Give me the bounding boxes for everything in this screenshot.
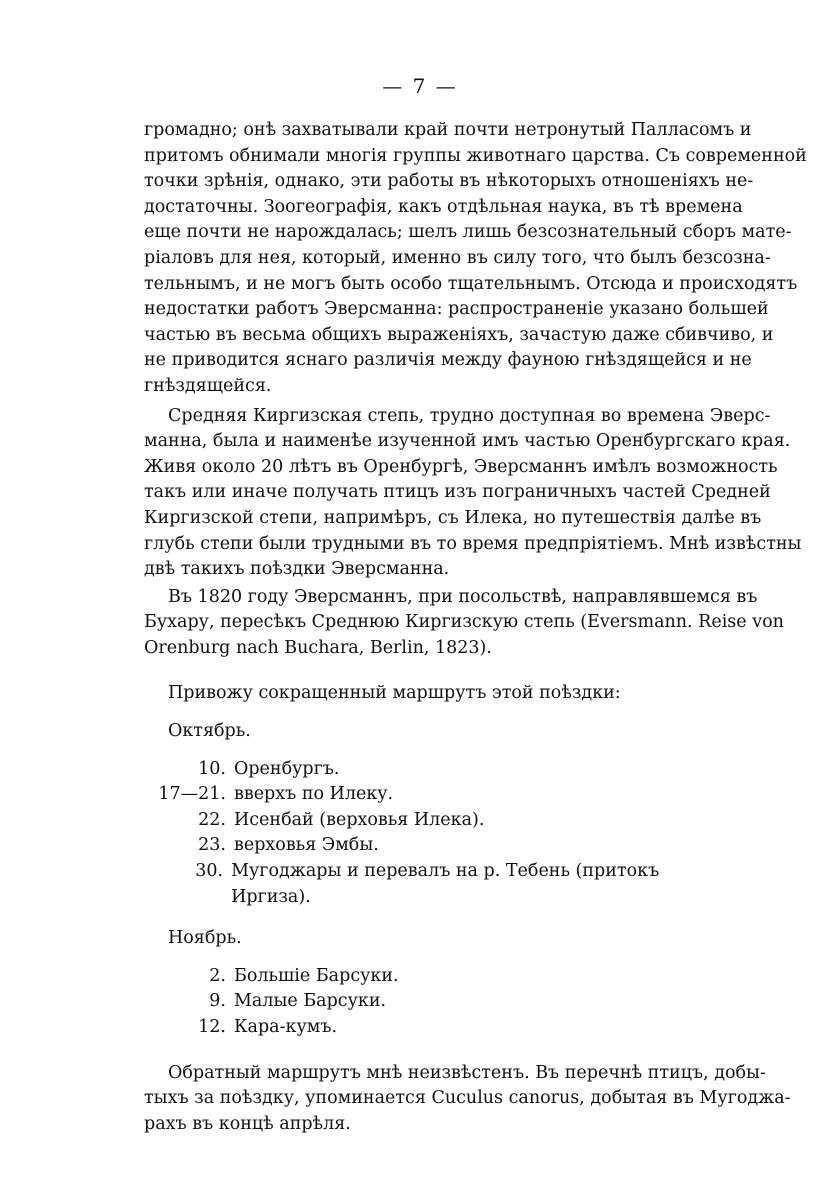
text-line: Киргизской степи, напримѣръ, съ Илека, но путешествія далѣе въ — [144, 507, 762, 528]
month-november: Ноябрь. — [168, 928, 242, 949]
route-date: 22. — [198, 809, 226, 830]
text-line: тельнымъ, и не могъ быть особо тщательнымъ. Отсюда и происходятъ — [144, 273, 798, 294]
text-line: притомъ обнимали многія группы животнаго царства. Съ современной — [144, 145, 807, 166]
text-line: глубь степи были трудными въ то время предпріятіемъ. Мнѣ извѣстны — [144, 533, 802, 554]
paragraph-4 — [144, 1061, 791, 1138]
text-line: не приводится яснаго различія между фауною гнѣздящейся и не — [144, 350, 752, 371]
route-intro: Привожу сокращенный маршрутъ этой поѣздки: — [168, 683, 621, 704]
route-date: 17—21. — [158, 784, 226, 805]
text-line: такъ или иначе получать птицъ изъ пограничныхъ частей Средней — [144, 482, 771, 503]
route-place: Оренбургъ. — [234, 758, 340, 779]
route-date: 2. — [209, 965, 226, 986]
page-number: — 7 — — [382, 74, 458, 98]
route-place: верховья Эмбы. — [234, 835, 379, 856]
body-text — [144, 118, 807, 1137]
text-line: недостатки работъ Эверсманна: распространеніе указано большей — [144, 299, 769, 320]
text-line: громадно; онѣ захватывали край почти нетронутый Палласомъ и — [144, 120, 752, 140]
route-entry — [144, 964, 726, 990]
text-line: Живя около 20 лѣтъ въ Оренбургѣ, Эверсманнъ имѣлъ возможность — [144, 456, 778, 477]
route-november — [144, 964, 726, 1041]
route-entry — [144, 833, 726, 859]
route-entry — [144, 808, 726, 834]
text-line: двѣ такихъ поѣздки Эверсманна. — [144, 559, 450, 580]
route-place: Мугоджары и перевалъ на р. Тебень (притокъ Иргиза). — [231, 861, 660, 907]
route-entry — [144, 859, 726, 910]
paragraph-2 — [144, 404, 802, 583]
route-date: 10. — [198, 758, 226, 779]
text-line: Въ 1820 году Эверсманнъ, при посольствѣ, направлявшемся въ — [168, 586, 758, 607]
paragraph-3 — [144, 585, 784, 662]
paragraph-1 — [144, 118, 807, 400]
route-place: вверхъ по Илеку. — [234, 784, 394, 805]
route-entry — [144, 757, 726, 783]
text-line: Бухару, пересѣкъ Среднюю Киргизскую степь (Eversmann. Reise von — [144, 612, 784, 633]
route-date: 9. — [209, 991, 226, 1012]
route-place: Исенбай (верховья Илека). — [234, 809, 485, 830]
route-entry — [144, 989, 726, 1015]
text-line: ріаловъ для нея, который, именно въ силу того, что былъ безсозна- — [144, 247, 771, 268]
text-line: Обратный маршрутъ мнѣ неизвѣстенъ. Въ перечнѣ птицъ, добы- — [168, 1062, 766, 1083]
route-entry — [144, 782, 726, 808]
route-date: 23. — [198, 835, 226, 856]
route-place: Кара-кумъ. — [234, 1017, 338, 1037]
text-line: гнѣздящейся. — [144, 375, 272, 396]
text-line: достаточны. Зоогеографія, какъ отдѣльная наука, въ тѣ времена — [144, 196, 743, 217]
text-line: тыхъ за поѣздку, упоминается Cuculus canorus, добытая въ Мугоджа- — [144, 1088, 791, 1109]
route-date: 30. — [195, 861, 224, 882]
text-line: Orenburg nach Buchara, Berlin, 1823). — [144, 637, 492, 658]
text-line: еще почти не нарождалась; шелъ лишь безсознательный сборъ мате- — [144, 222, 792, 243]
text-line: рахъ въ концѣ апрѣля. — [144, 1113, 351, 1134]
text-line: точки зрѣнія, однако, эти работы въ нѣкоторыхъ отношеніяхъ не- — [144, 171, 754, 192]
route-place: Малые Барсуки. — [234, 991, 387, 1012]
route-date: 12. — [198, 1017, 226, 1037]
route-place: Большіе Барсуки. — [234, 965, 399, 986]
route-entry — [144, 1015, 726, 1041]
text-line: Средняя Киргизская степь, трудно доступная во времена Эверс- — [168, 405, 771, 426]
text-line: частью въ весьма общихъ выраженіяхъ, зачастую даже сбивчиво, и — [144, 324, 774, 345]
route-october — [144, 757, 726, 911]
month-october: Октябрь. — [168, 721, 251, 742]
text-line: манна, была и наименѣе изученной имъ частью Оренбургскаго края. — [144, 431, 791, 452]
